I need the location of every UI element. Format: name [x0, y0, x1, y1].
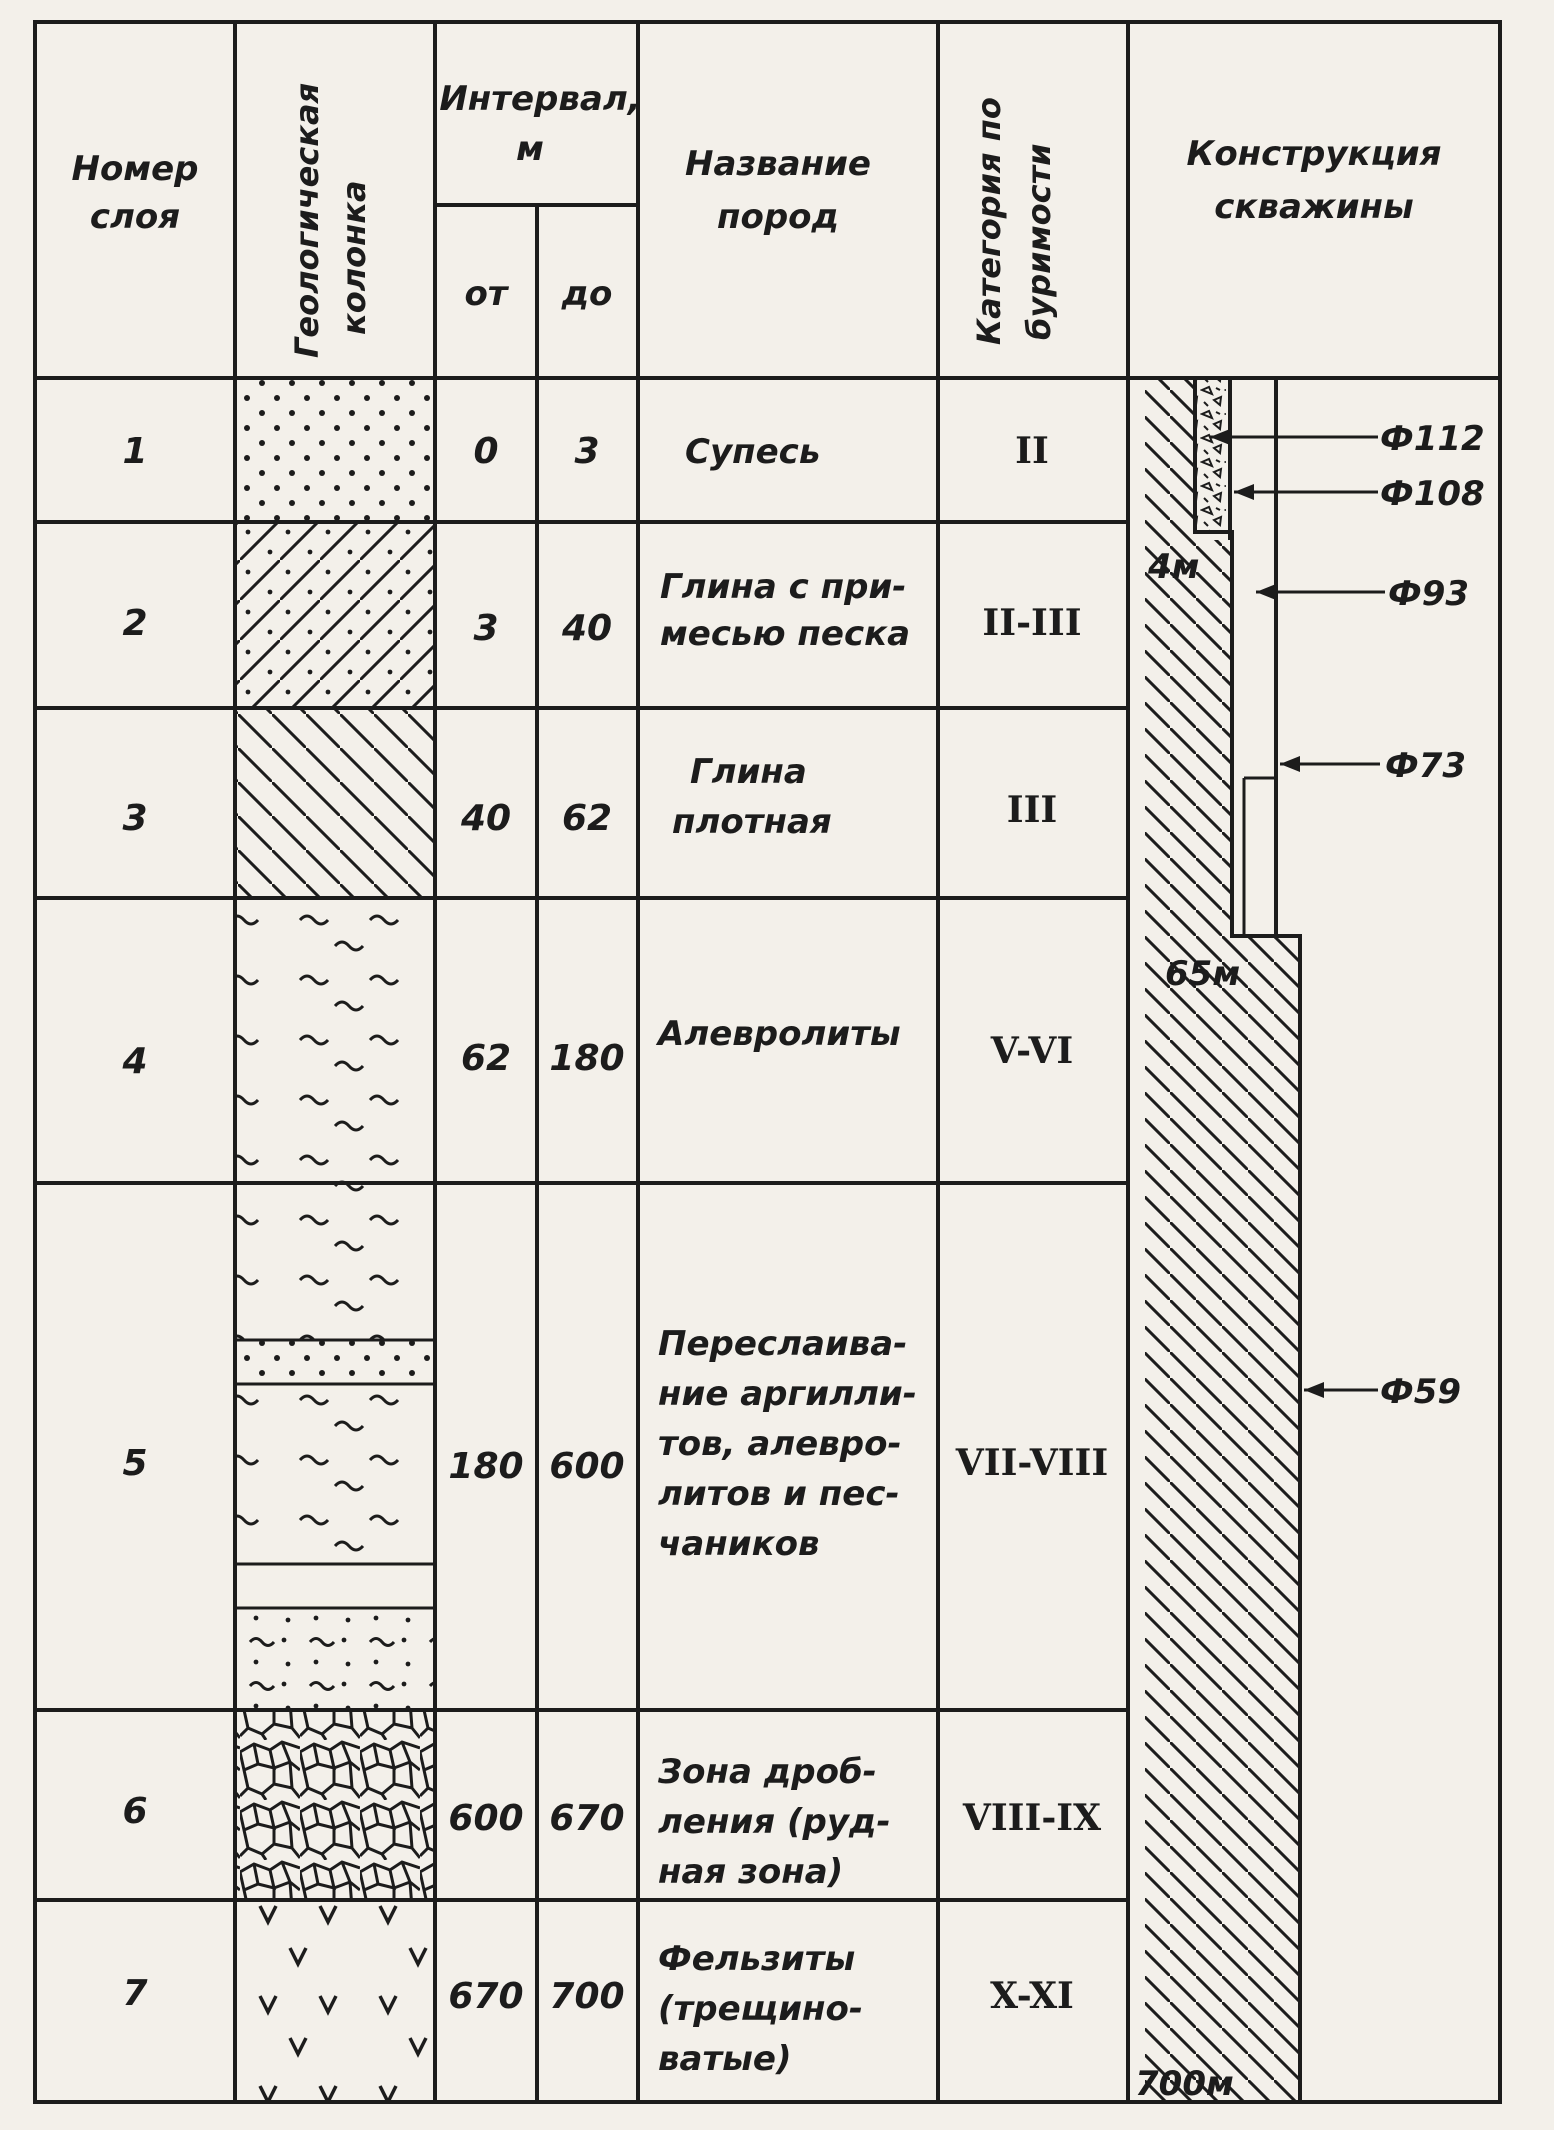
header-layer-number-line1: Номер	[71, 149, 199, 189]
layer-5-name-line1: Переслаива-	[658, 1324, 908, 1364]
layer-6-from: 600	[448, 1798, 524, 1839]
well-cement-top	[1196, 380, 1226, 533]
layer-2-number: 2	[122, 603, 148, 644]
layer-1-to: 3	[574, 431, 600, 472]
header-interval-to: до	[561, 274, 613, 314]
header-drillability-line2: буримости	[1020, 143, 1058, 340]
header-interval-from: от	[464, 274, 508, 314]
pattern-layer-5	[237, 1185, 433, 1708]
header-well-design-line2: скважины	[1214, 187, 1414, 227]
layer-6-to: 670	[549, 1798, 625, 1839]
layer-5-name-line2: ние аргилли-	[658, 1374, 917, 1414]
layer-2-to: 40	[561, 608, 613, 649]
pattern-layer-3	[237, 710, 433, 896]
layer-2-name-line1: Глина с при-	[660, 567, 907, 607]
layer-3-to: 62	[561, 798, 613, 839]
header-geo-column-line1: Геологическая	[288, 82, 326, 358]
layer-1-name: Супесь	[685, 432, 821, 472]
layer-4-to: 180	[549, 1038, 625, 1079]
layer-3-name-line1: Глина	[690, 752, 807, 792]
layer-7-name-line3: ватые)	[658, 2039, 792, 2079]
header-interval-line2: м	[516, 129, 544, 169]
pattern-layer-4	[237, 900, 433, 1181]
layer-7-category: X-XI	[990, 1975, 1074, 2017]
layer-1-number: 1	[122, 431, 148, 472]
layer-7-from: 670	[448, 1976, 524, 2017]
header-well-design-line1: Конструкция	[1186, 134, 1442, 174]
depth-4m: 4м	[1148, 547, 1200, 587]
layer-5-from: 180	[448, 1446, 524, 1487]
layer-2-category: II-III	[982, 602, 1082, 644]
header-rock-name-line2: пород	[716, 197, 840, 237]
layer-6-name-line3: ная зона)	[658, 1852, 844, 1892]
header-drillability-line1: Категория по	[970, 97, 1008, 345]
layer-5-name-line3: тов, алевро-	[658, 1424, 902, 1464]
layer-7-name-line2: (трещино-	[658, 1989, 864, 2029]
header-rock-name-line1: Название	[685, 144, 871, 184]
layer-4-from: 62	[460, 1038, 512, 1079]
layer-1-from: 0	[473, 431, 499, 472]
depth-65m: 65м	[1165, 954, 1241, 994]
depth-700m: 700м	[1135, 2064, 1234, 2104]
pattern-layer-1	[237, 380, 433, 520]
layer-4-category: V-VI	[990, 1030, 1074, 1072]
layer-5-category: VII-VIII	[955, 1442, 1109, 1484]
geo-column-patterns	[237, 380, 433, 2100]
label-d108: Ф108	[1380, 474, 1485, 514]
layer-5-to: 600	[549, 1446, 625, 1487]
label-d93: Ф93	[1388, 574, 1470, 614]
label-d112: Ф112	[1380, 419, 1485, 459]
layer-4-name: Алевролиты	[658, 1014, 901, 1054]
layer-6-name-line1: Зона дроб-	[658, 1752, 877, 1792]
header-interval-line1: Интервал,	[439, 79, 641, 119]
layer-6-name-line2: ления (руд-	[658, 1802, 891, 1842]
layer-2-name-line2: месью песка	[660, 614, 911, 654]
layer-6-category: VIII-IX	[962, 1797, 1102, 1839]
layer-5-name-line4: литов и пес-	[658, 1474, 900, 1514]
header-layer-number-line2: слоя	[89, 197, 181, 237]
pattern-layer-6	[237, 1712, 433, 1898]
layer-7-to: 700	[549, 1976, 625, 2017]
layer-3-number: 3	[122, 798, 148, 839]
layer-1-category: II	[1015, 430, 1049, 472]
layer-5-number: 5	[122, 1443, 148, 1484]
pattern-layer-7	[237, 1902, 433, 2100]
layer-4-number: 4	[122, 1041, 148, 1082]
layer-5-name-line5: чаников	[658, 1524, 820, 1564]
layer-2-from: 3	[473, 608, 499, 649]
layer-3-category: III	[1006, 789, 1058, 831]
layer-7-name-line1: Фельзиты	[658, 1939, 856, 1979]
layer-6-number: 6	[122, 1791, 148, 1832]
label-d73: Ф73	[1385, 746, 1467, 786]
pattern-layer-2	[237, 524, 433, 706]
layer-7-number: 7	[122, 1973, 148, 2014]
header-geo-column-line2: колонка	[335, 180, 373, 335]
layer-3-from: 40	[460, 798, 512, 839]
layer-3-name-line2: плотная	[672, 802, 832, 842]
label-d59: Ф59	[1380, 1372, 1462, 1412]
